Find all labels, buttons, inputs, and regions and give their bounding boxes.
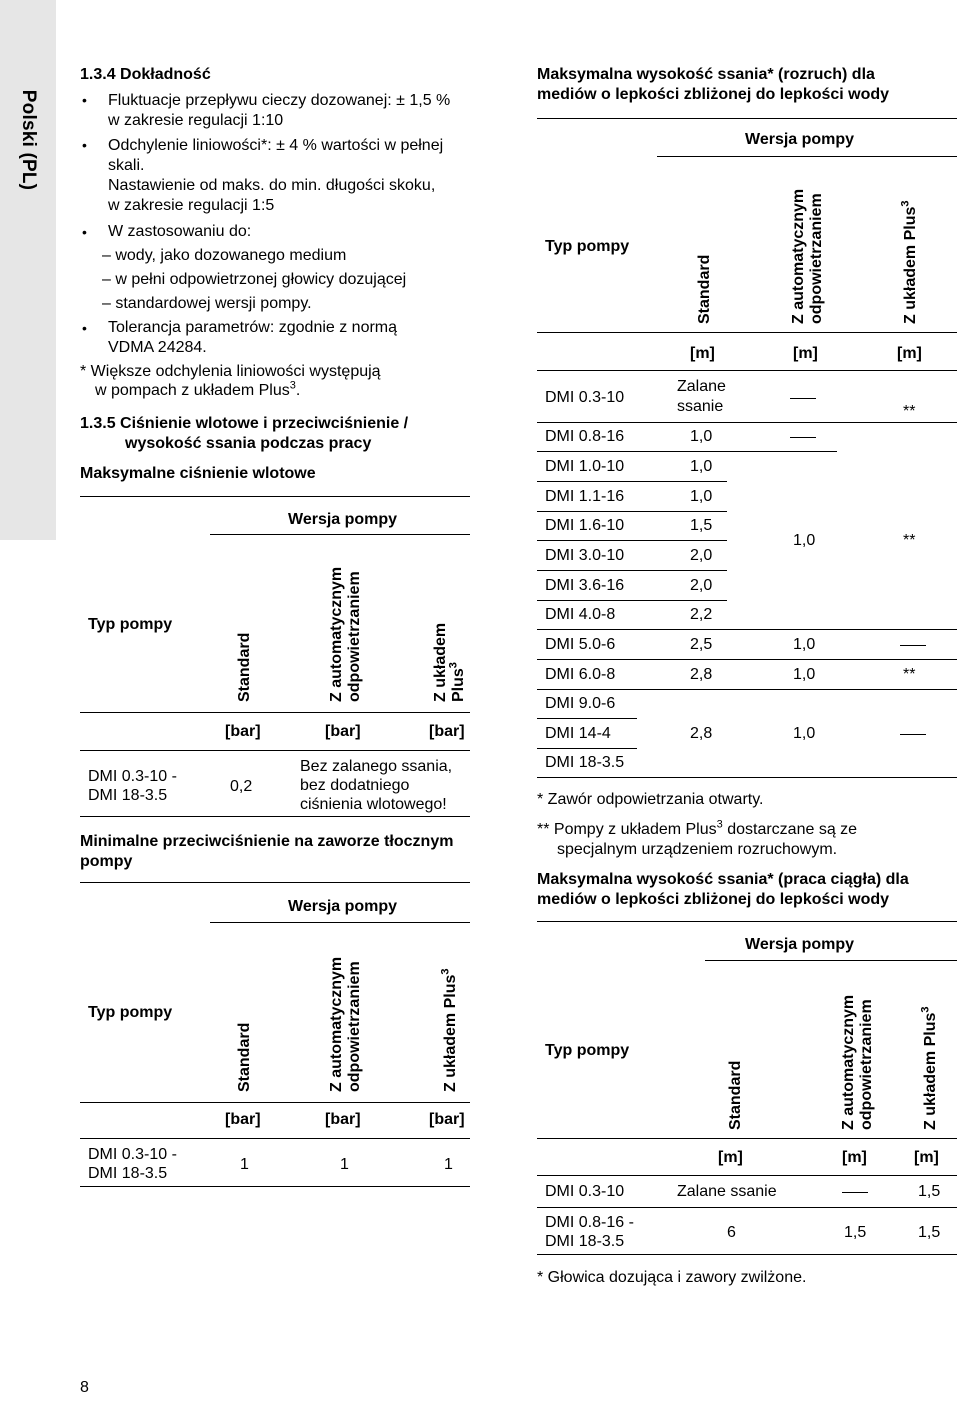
flooded-suction-line-2: ssanie [677,398,724,415]
plus-text: Z układem Plus [902,206,919,324]
auto-vent-value: 1,0 [793,725,816,742]
pump-type-row: DMI 1.0-10 [545,458,625,475]
dash-item-text: w pełni odpowietrzonej głowicy dozującej [115,271,407,288]
table-rule [537,659,957,660]
unit-label: [bar] [225,1111,261,1128]
pump-version-header: Wersja pompy [288,898,398,915]
table-rule [80,1186,470,1187]
table-rule [537,370,957,371]
table-rule [537,718,637,719]
bullet-1-line-1: Fluktuacje przepływu cieczy dozowanej: ± 1,5 % [108,92,451,109]
table-rule [210,922,470,923]
standard-value: 2,8 [690,666,713,683]
pump-type-row: DMI 9.0-6 [545,695,616,712]
row-type-line-1: DMI 0.3-10 - [88,768,177,785]
bullet-dot: • [82,224,87,240]
table-rule [80,712,470,713]
section-1-3-4-heading: 1.3.4 Dokładność [80,66,211,83]
flooded-suction-value: Zalane ssanie [677,1183,777,1200]
unit-label: [bar] [325,723,361,740]
pump-version-header: Wersja pompy [745,131,855,148]
table-rule [80,496,470,497]
standard-value: 1,0 [690,458,713,475]
plus3-value: ** [903,532,916,549]
auto-vent-value: 1,0 [793,666,816,683]
col-standard-header: Standard [236,1022,253,1092]
table-rule [537,570,727,571]
table-rule [537,1207,957,1208]
standard-value: 6 [727,1224,736,1241]
plus3-value: ** [903,403,916,420]
auto-vent-value: 1 [340,1156,349,1173]
max-inlet-pressure-title: Maksymalne ciśnienie wlotowe [80,465,316,482]
table-rule [537,481,727,482]
plus3-value: 1 [444,1156,453,1173]
standard-value: 2,0 [690,577,713,594]
dash-value [790,398,816,399]
tolerance-line-1: Tolerancja parametrów: zgodnie z normą [108,319,398,336]
table-rule [537,451,837,452]
table-rule [537,689,957,690]
standard-value: 1,5 [690,517,713,534]
pump-type-row-line-1: DMI 0.8-16 - [545,1214,634,1231]
pump-type-row: DMI 3.6-16 [545,577,625,594]
bullet-dot: • [82,92,87,108]
plus3-value: ** [903,666,916,683]
note-line-3: ciśnienia wlotowego! [300,796,447,813]
plus-text: Z układem Plus [922,1012,939,1130]
dash-item-text: standardowej wersji pompy. [115,295,312,312]
dash-value [900,645,926,646]
dash-value [842,1192,868,1193]
dash-item-text: wody, jako dozowanego medium [115,247,347,264]
note-line-2: bez dodatniego [300,777,410,794]
col-auto-vent-header-line-1: Z automatycznym [790,188,807,324]
plus-sup: 3 [899,200,912,207]
auto-vent-value: 1,5 [844,1224,867,1241]
auto-vent-value: 1,0 [793,636,816,653]
max-suction-continuous-title-line-2: mediów o lepkości zbliżonej do lepkości wody [537,891,890,908]
unit-label: [m] [718,1149,743,1166]
footnote-plus3-line-2: specjalnym urządzeniem rozruchowym. [557,841,838,858]
section-1-3-5-heading-line-2: wysokość ssania podczas pracy [125,435,372,452]
bullet-3-line-1: Nastawienie od maks. do min. długości skoku, [108,177,436,194]
footnote-vent-open: * Zawór odpowietrzania otwarty. [537,791,764,808]
plus-sup: 3 [919,1006,932,1013]
pump-type-header: Typ pompy [545,238,630,255]
table-rule [537,600,727,601]
table-rule [80,1138,470,1139]
language-sidebar [0,0,56,540]
footnote-line-1: * Większe odchylenia liniowości występują [80,363,381,380]
plus-text: Plus [450,668,467,702]
dash-value [790,437,816,438]
col-auto-vent-header-line-2: odpowietrzaniem [346,571,363,702]
flooded-suction-line-1: Zalane [677,378,726,395]
pump-type-row: DMI 14-4 [545,725,611,742]
footnote-sup: 3 [289,379,296,392]
unit-label: [m] [793,345,818,362]
col-plus3-header [919,1006,940,1131]
table-rule [537,511,727,512]
pump-type-header: Typ pompy [88,1004,173,1021]
plus3-value: 1,5 [918,1224,941,1241]
pump-type-header: Typ pompy [88,616,173,633]
table-rule [210,534,470,535]
table-rule [80,750,470,751]
tolerance-line-2: VDMA 24284. [108,339,207,356]
table-rule [80,882,470,883]
bullet-dot: • [82,320,87,336]
table-rule [80,1102,470,1103]
plus-text: Z układem Plus [442,974,459,1092]
bullet-2-line-1: Odchylenie liniowości*: ± 4 % wartości w pełnej [108,137,444,154]
row-type-line-2: DMI 18-3.5 [88,1165,168,1182]
table-rule [537,118,957,119]
standard-value: 0,2 [230,778,253,795]
standard-value: 2,2 [690,606,713,623]
table-rule [537,1254,957,1255]
col-plus3-header-line-1: Z układem [432,622,449,702]
dash-item: – wody, jako dozowanego medium [102,247,347,264]
row-type-line-2: DMI 18-3.5 [88,787,168,804]
table-rule [537,777,957,778]
pump-type-row: DMI 0.3-10 [545,389,625,406]
page-number: 8 [80,1379,89,1396]
auto-vent-merged-value: 1,0 [793,532,816,549]
pump-type-row: DMI 6.0-8 [545,666,616,683]
bullet-dot: • [82,137,87,153]
unit-label: [bar] [225,723,261,740]
table-rule [537,422,957,423]
footnote-text: ** Pompy z układem Plus [537,821,717,838]
standard-value: 1,0 [690,428,713,445]
bullet-2-line-2: skali. [108,157,145,174]
bullet-4-line-1: W zastosowaniu do: [108,223,252,240]
col-auto-vent-header-line-1: Z automatycznym [840,994,857,1130]
unit-label: [bar] [325,1111,361,1128]
unit-label: [bar] [429,723,465,740]
footnote-plus3-line-1 [537,820,857,839]
plus-sup: 3 [447,662,460,669]
col-standard-header: Standard [236,632,253,702]
pump-type-row: DMI 1.1-16 [545,488,625,505]
col-auto-vent-header-line-2: odpowietrzaniem [346,961,363,1092]
standard-value: 2,8 [690,725,713,742]
plus3-value: 1,5 [918,1183,941,1200]
bullet-3-line-2: w zakresie regulacji 1:5 [108,197,275,214]
unit-label: [m] [897,345,922,362]
pump-type-row: DMI 3.0-10 [545,547,625,564]
footnote-line-2 [95,381,300,400]
col-plus3-header-line-2 [447,662,468,702]
col-auto-vent-header-line-1: Z automatycznym [328,956,345,1092]
table-rule [537,540,727,541]
table-rule [80,816,470,817]
max-suction-continuous-title-line-1: Maksymalna wysokość ssania* (praca ciągła) dla [537,871,909,888]
unit-label: [m] [914,1149,939,1166]
col-auto-vent-header-line-1: Z automatycznym [328,566,345,702]
unit-label: [m] [842,1149,867,1166]
pump-type-row: DMI 5.0-6 [545,636,616,653]
col-auto-vent-header-line-2: odpowietrzaniem [858,999,875,1130]
footnote-end: . [295,382,301,399]
max-suction-startup-title-line-2: mediów o lepkości zbliżonej do lepkości wody [537,86,890,103]
max-suction-startup-title-line-1: Maksymalna wysokość ssania* (rozruch) dla [537,66,875,83]
dash-item: – standardowej wersji pompy. [102,295,312,312]
standard-value: 1,0 [690,488,713,505]
pump-version-header: Wersja pompy [288,511,398,528]
bullet-1-line-2: w zakresie regulacji 1:10 [108,112,284,129]
standard-value: 2,5 [690,636,713,653]
footnote-text: w pompach z układem Plus [95,382,290,399]
table-rule [537,332,957,333]
dash-value [900,734,926,735]
col-auto-vent-header-line-2: odpowietrzaniem [808,193,825,324]
note-line-1: Bez zalanego ssania, [300,758,453,775]
footnote-sup: 3 [716,818,723,831]
section-1-3-5-heading-line-1: 1.3.5 Ciśnienie wlotowe i przeciwciśnienie / [80,415,409,432]
pump-version-header: Wersja pompy [745,936,855,953]
table-rule [537,629,957,630]
table-rule [537,1138,957,1139]
language-label: Polski (PL) [18,89,39,191]
dash-item: – w pełni odpowietrzonej głowicy dozującej [102,271,407,288]
standard-value: 1 [240,1156,249,1173]
plus-sup: 3 [439,968,452,975]
row-type-line-1: DMI 0.3-10 - [88,1146,177,1163]
col-plus3-header [439,968,460,1093]
col-plus3-header [899,200,920,325]
standard-value: 2,0 [690,547,713,564]
col-standard-header: Standard [727,1060,744,1130]
footnote-wetted-parts: * Głowica dozująca i zawory zwilżone. [537,1269,807,1286]
pump-type-row-line-2: DMI 18-3.5 [545,1233,625,1250]
min-backpressure-title-line-1: Minimalne przeciwciśnienie na zaworze tłocznym [80,833,454,850]
table-rule [537,1175,957,1176]
pump-type-row: DMI 18-3.5 [545,754,625,771]
unit-label: [m] [690,345,715,362]
table-rule [537,921,957,922]
table-rule [537,748,637,749]
unit-label: [bar] [429,1111,465,1128]
col-standard-header: Standard [696,254,713,324]
pump-type-row: DMI 1.6-10 [545,517,625,534]
table-rule [705,960,957,961]
footnote-end: dostarczane są ze [722,821,858,838]
min-backpressure-title-line-2: pompy [80,853,133,870]
table-rule [657,156,957,157]
pump-type-row: DMI 4.0-8 [545,606,616,623]
pump-type-row: DMI 0.3-10 [545,1183,625,1200]
pump-type-row: DMI 0.8-16 [545,428,625,445]
pump-type-header: Typ pompy [545,1042,630,1059]
